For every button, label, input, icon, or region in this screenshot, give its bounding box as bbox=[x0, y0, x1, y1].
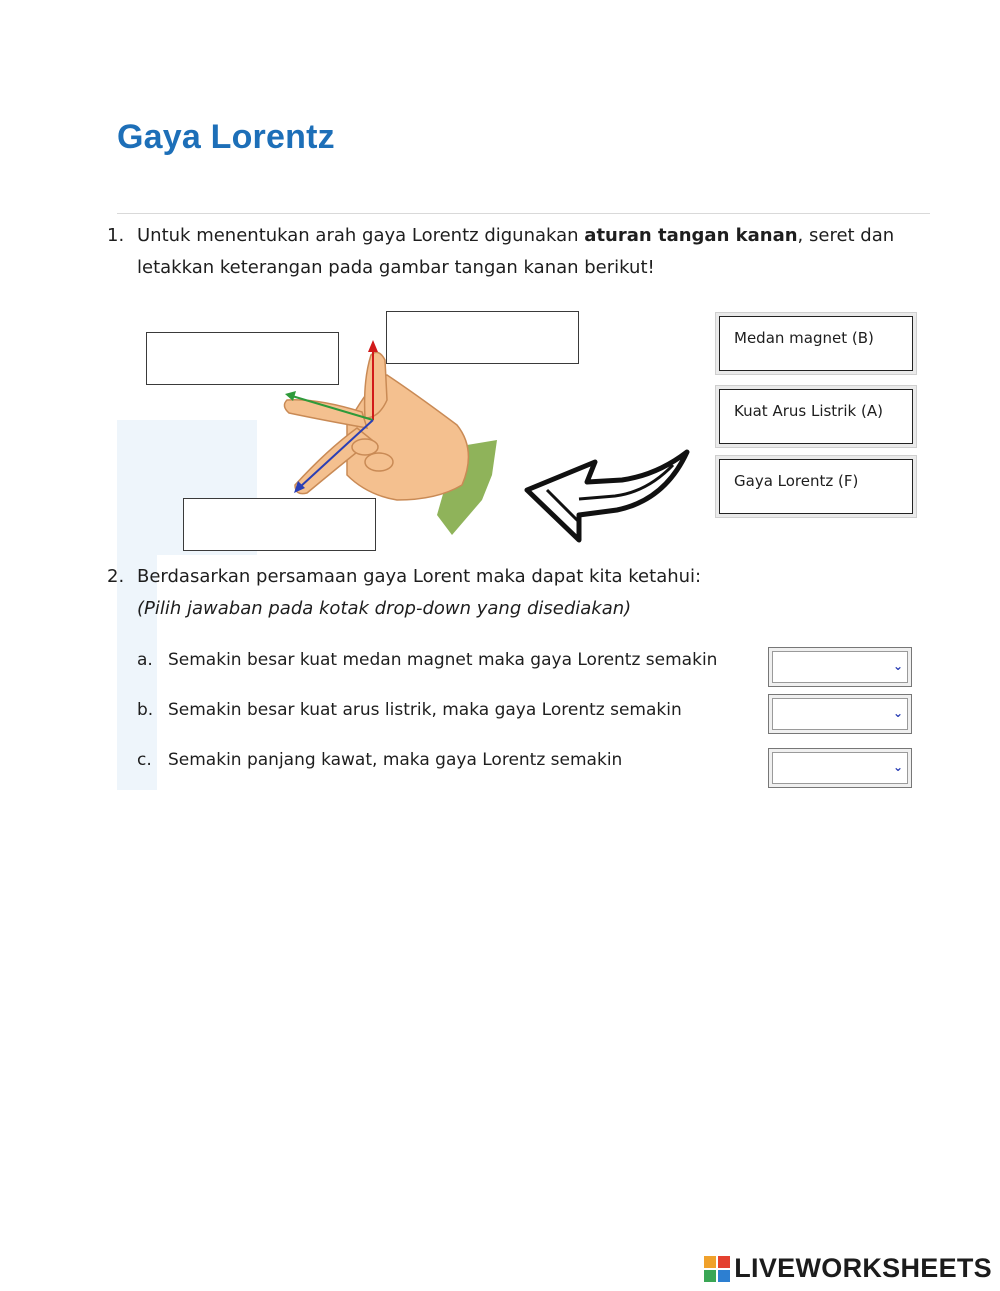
list-item-a: a. Semakin besar kuat medan magnet maka gaya Lorentz semakin bbox=[137, 650, 718, 670]
chevron-down-icon: ⌄ bbox=[892, 760, 903, 774]
drop-zone-thumb[interactable] bbox=[386, 311, 579, 364]
answer-dropdown-a[interactable] bbox=[768, 647, 912, 687]
question-2-text: Berdasarkan persamaan gaya Lorent maka dapat kita ketahui: (Pilih jawaban pada kotak drop-down yang disediakan) bbox=[137, 566, 702, 619]
page-title: Gaya Lorentz bbox=[117, 118, 335, 156]
drop-zone-middle-finger[interactable] bbox=[183, 498, 376, 551]
force-arrowhead bbox=[368, 340, 378, 352]
question-1-text: Untuk menentukan arah gaya Lorentz digunakan aturan tangan kanan, seret dan letakkan keterangan pada gambar tangan kanan berikut! bbox=[137, 225, 895, 278]
question-1-number: 1. bbox=[107, 225, 125, 246]
question-1-bold: aturan tangan kanan bbox=[584, 225, 798, 246]
list-item-c: c. Semakin panjang kawat, maka gaya Lorentz semakin bbox=[137, 750, 623, 770]
divider bbox=[117, 213, 930, 214]
curved-arrow-icon bbox=[527, 452, 687, 540]
option-medan-magnet[interactable]: Medan magnet (B) bbox=[719, 316, 913, 371]
question-2-hint: (Pilih jawaban pada kotak drop-down yang disediakan) bbox=[137, 598, 632, 619]
option-kuat-arus-listrik[interactable]: Kuat Arus Listrik (A) bbox=[719, 389, 913, 444]
answer-dropdown-c[interactable] bbox=[768, 748, 912, 788]
footer-brand: LIVEWORKSHEETS bbox=[704, 1253, 992, 1284]
answer-dropdown-b[interactable] bbox=[768, 694, 912, 734]
list-item-b: b. Semakin besar kuat arus listrik, maka gaya Lorentz semakin bbox=[137, 700, 682, 720]
drop-zone-index-finger[interactable] bbox=[146, 332, 339, 385]
liveworksheets-logo-icon bbox=[704, 1256, 730, 1282]
chevron-down-icon: ⌄ bbox=[892, 659, 903, 673]
option-gaya-lorentz[interactable]: Gaya Lorentz (F) bbox=[719, 459, 913, 514]
question-2-number: 2. bbox=[107, 566, 125, 587]
chevron-down-icon: ⌄ bbox=[892, 706, 903, 720]
